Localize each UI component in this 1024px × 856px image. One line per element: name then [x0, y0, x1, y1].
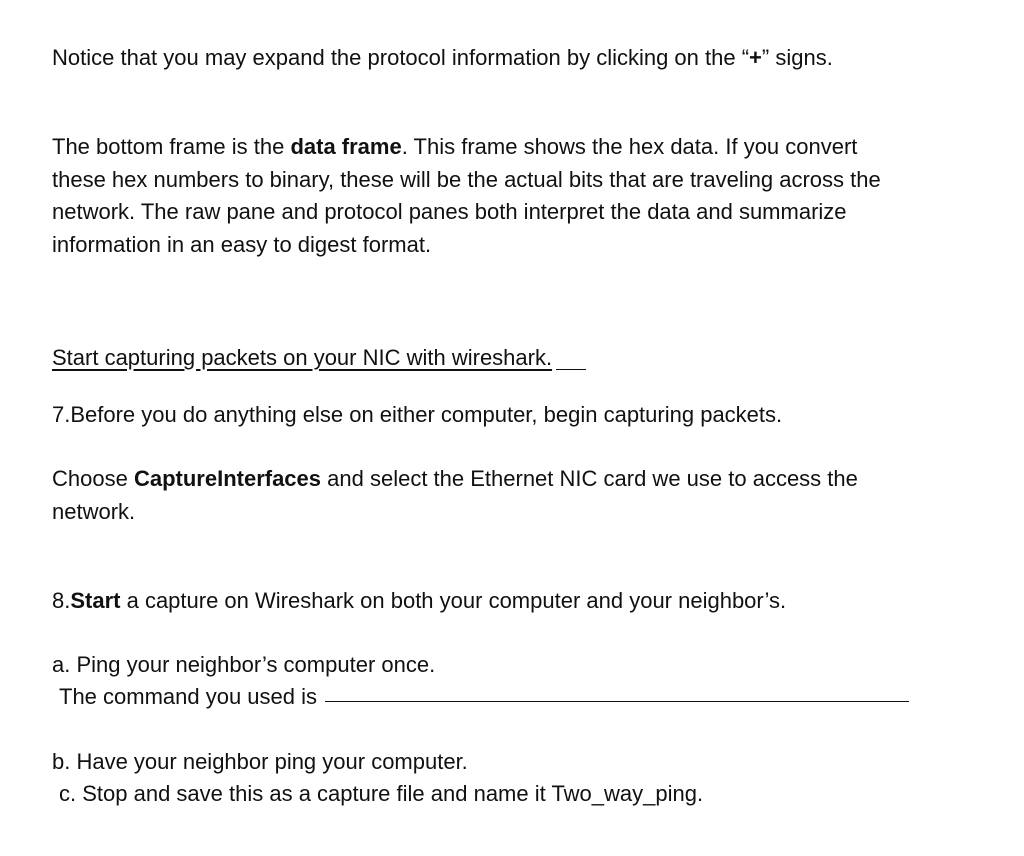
- step-8c-text: c. Stop and save this as a capture file and name it Two_way_ping.: [59, 781, 704, 806]
- command-answer-blank[interactable]: [325, 701, 909, 702]
- step-8a-text: a. Ping your neighbor’s computer once.: [52, 652, 436, 677]
- data-frame-term: data frame: [290, 134, 402, 159]
- data-frame-line-3: network. The raw pane and protocol panes both interpret the data and summarize: [52, 199, 847, 224]
- capture-interfaces-term: CaptureInterfaces: [133, 466, 322, 491]
- step-7-text: 7.Before you do anything else on either computer, begin capturing packets.: [52, 402, 783, 427]
- choose-line-2: network.: [52, 498, 136, 524]
- section-heading: [52, 342, 586, 374]
- data-frame-line-2: these hex numbers to binary, these will be the actual bits that are traveling across the: [52, 166, 881, 192]
- command-label: The command you used is: [59, 684, 318, 709]
- notice-suffix: ” signs.: [761, 45, 833, 70]
- command-question: [59, 681, 909, 713]
- data-frame-line-1: [52, 134, 857, 159]
- choose-interfaces-paragraph: [52, 463, 992, 528]
- data-frame-l1-prefix: The bottom frame is the: [52, 134, 291, 159]
- step-8-text: [52, 585, 786, 617]
- data-frame-l1-suffix: . This frame shows the hex data. If you convert: [401, 134, 858, 159]
- section-heading-text: Start capturing packets on your NIC with wireshark.: [52, 345, 553, 370]
- step-8-start-term: Start: [70, 588, 121, 613]
- data-frame-paragraph: [52, 131, 992, 261]
- choose-line-1: [52, 466, 858, 491]
- step-8b-text: b. Have your neighbor ping your computer.: [52, 749, 468, 774]
- notice-plus-sign: +: [749, 45, 762, 70]
- notice-prefix: Notice that you may expand the protocol information by clicking on the “: [52, 45, 750, 70]
- choose-prefix: Choose: [52, 466, 134, 491]
- notice-paragraph: [52, 42, 833, 74]
- data-frame-line-4: information in an easy to digest format.: [52, 231, 432, 257]
- choose-suffix: and select the Ethernet NIC card we use to access the: [321, 466, 858, 491]
- step-8-number: 8.: [52, 588, 71, 613]
- heading-trailing-rule: [556, 369, 586, 370]
- step-8-rest: a capture on Wireshark on both your computer and your neighbor’s.: [120, 588, 787, 613]
